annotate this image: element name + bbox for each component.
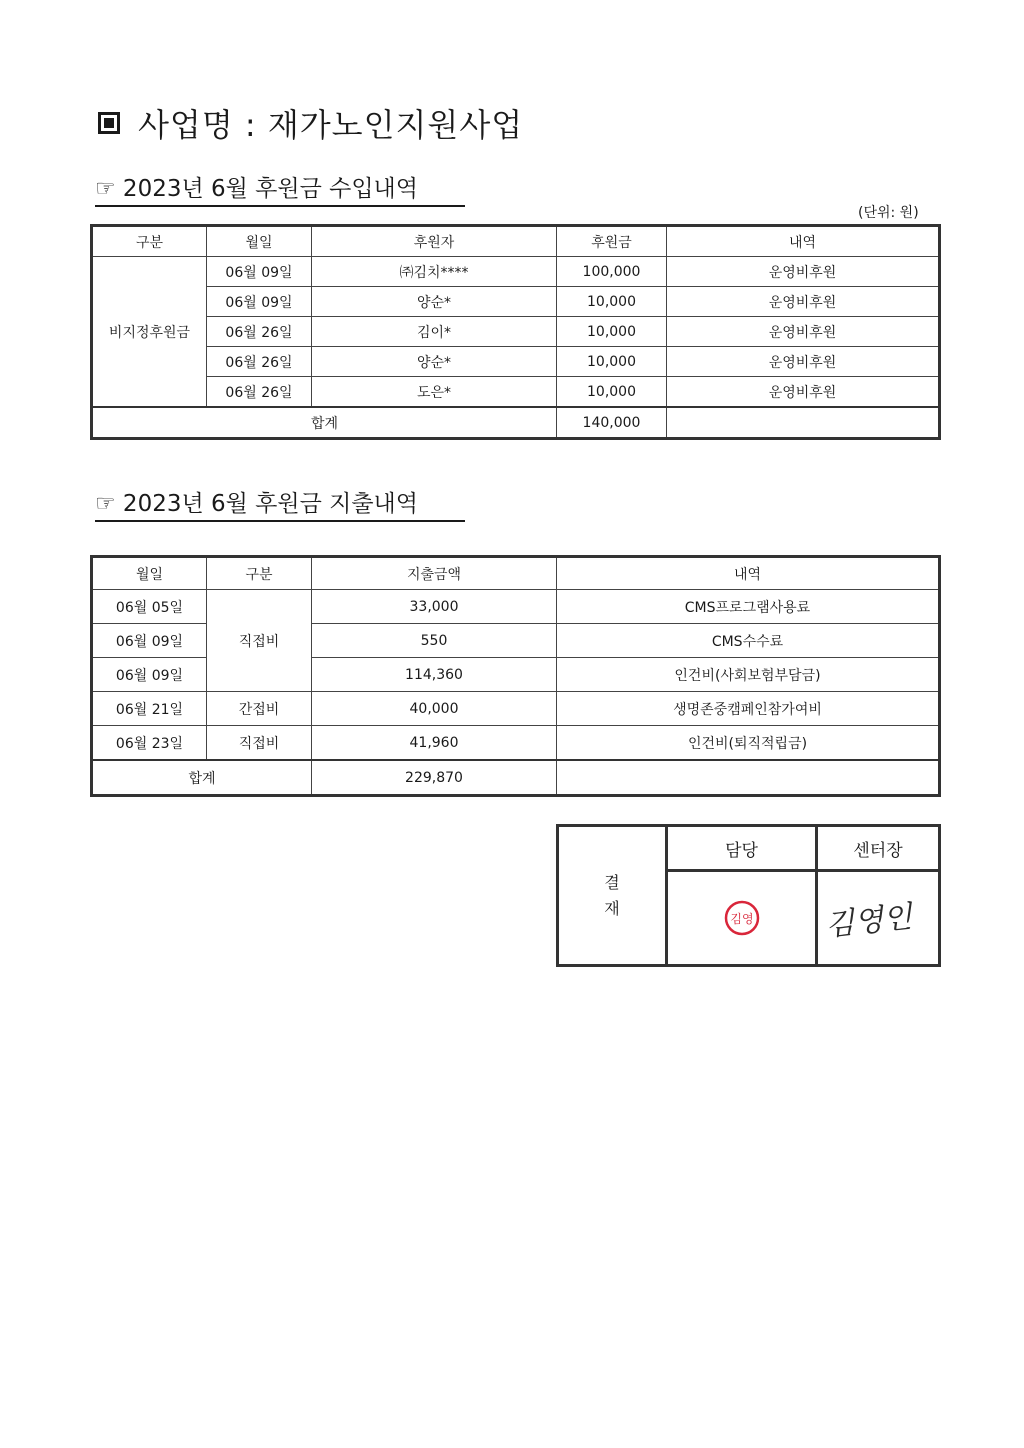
seal-text: 김영 [729,912,754,926]
detail-cell: 운영비후원 [667,257,940,287]
header-cell: 내역 [667,226,940,257]
total-detail-empty [557,760,940,796]
donor-cell: 양순* [312,347,557,377]
date-cell: 06월 26일 [207,317,312,347]
amount-cell: 10,000 [557,377,667,408]
table-row [92,317,940,347]
expense-heading: ☞ 2023년 6월 후원금 지출내역 [95,485,465,522]
seal-stamp-icon [722,898,762,938]
date-cell: 06월 09일 [207,257,312,287]
donor-cell: ㈜김치**** [312,257,557,287]
category-cell: 간접비 [207,692,312,726]
amount-cell: 41,960 [312,726,557,761]
header-cell: 월일 [92,557,207,590]
income-header-row [92,226,940,257]
income-heading: ☞ 2023년 6월 후원금 수입내역 [95,170,465,207]
total-label: 합계 [92,407,557,439]
donor-cell: 김이* [312,317,557,347]
table-row [92,287,940,317]
amount-cell: 114,360 [312,658,557,692]
expense-table [90,555,941,797]
signature-text: 김영인 [823,899,914,944]
total-amount: 140,000 [557,407,667,439]
amount-cell: 10,000 [557,287,667,317]
signature-image [819,888,937,948]
detail-cell: 운영비후원 [667,317,940,347]
header-cell: 구분 [92,226,207,257]
income-table [90,224,941,440]
category-cell: 직접비 [207,726,312,761]
approval-box [556,824,941,967]
header-cell: 구분 [207,557,312,590]
date-cell: 06월 09일 [92,658,207,692]
detail-cell: 생명존중캠페인참가여비 [557,692,940,726]
amount-cell: 550 [312,624,557,658]
approval-col-director: 센터장 [818,827,938,872]
detail-cell: 운영비후원 [667,377,940,408]
income-category-cell: 비지정후원금 [92,257,207,408]
amount-cell: 33,000 [312,590,557,624]
date-cell: 06월 09일 [92,624,207,658]
approval-col-manager: 담당 [668,827,818,872]
header-cell: 월일 [207,226,312,257]
date-cell: 06월 23일 [92,726,207,761]
table-row [92,257,940,287]
detail-cell: 운영비후원 [667,287,940,317]
amount-cell: 40,000 [312,692,557,726]
header-cell: 후원자 [312,226,557,257]
approval-label-cell [559,827,668,964]
header-cell: 후원금 [557,226,667,257]
expense-total-row [92,760,940,796]
date-cell: 06월 26일 [207,347,312,377]
header-cell: 지출금액 [312,557,557,590]
income-total-row [92,407,940,439]
detail-cell: 인건비(퇴직적립금) [557,726,940,761]
detail-cell: 인건비(사회보험부담금) [557,658,940,692]
table-row [92,377,940,408]
date-cell: 06월 09일 [207,287,312,317]
detail-cell: CMS프로그램사용료 [557,590,940,624]
category-cell: 직접비 [207,590,312,692]
total-amount: 229,870 [312,760,557,796]
date-cell: 06월 26일 [207,377,312,408]
square-bullet-icon [98,112,120,134]
amount-cell: 100,000 [557,257,667,287]
title-text: 사업명 : 재가노인지원사업 [138,106,524,144]
expense-header-row [92,557,940,590]
table-row [92,347,940,377]
amount-cell: 10,000 [557,317,667,347]
header-cell: 내역 [557,557,940,590]
date-cell: 06월 05일 [92,590,207,624]
total-label: 합계 [92,760,312,796]
director-sign-cell [818,872,938,964]
table-row [92,590,940,624]
approval-label: 결재 [604,872,620,918]
donor-cell: 도은* [312,377,557,408]
date-cell: 06월 21일 [92,692,207,726]
donor-cell: 양순* [312,287,557,317]
table-row [92,726,940,761]
page-title [98,100,523,146]
total-detail-empty [667,407,940,439]
unit-label: (단위: 원) [858,205,919,221]
detail-cell: CMS수수료 [557,624,940,658]
amount-cell: 10,000 [557,347,667,377]
table-row [92,692,940,726]
manager-sign-cell [668,872,818,964]
detail-cell: 운영비후원 [667,347,940,377]
